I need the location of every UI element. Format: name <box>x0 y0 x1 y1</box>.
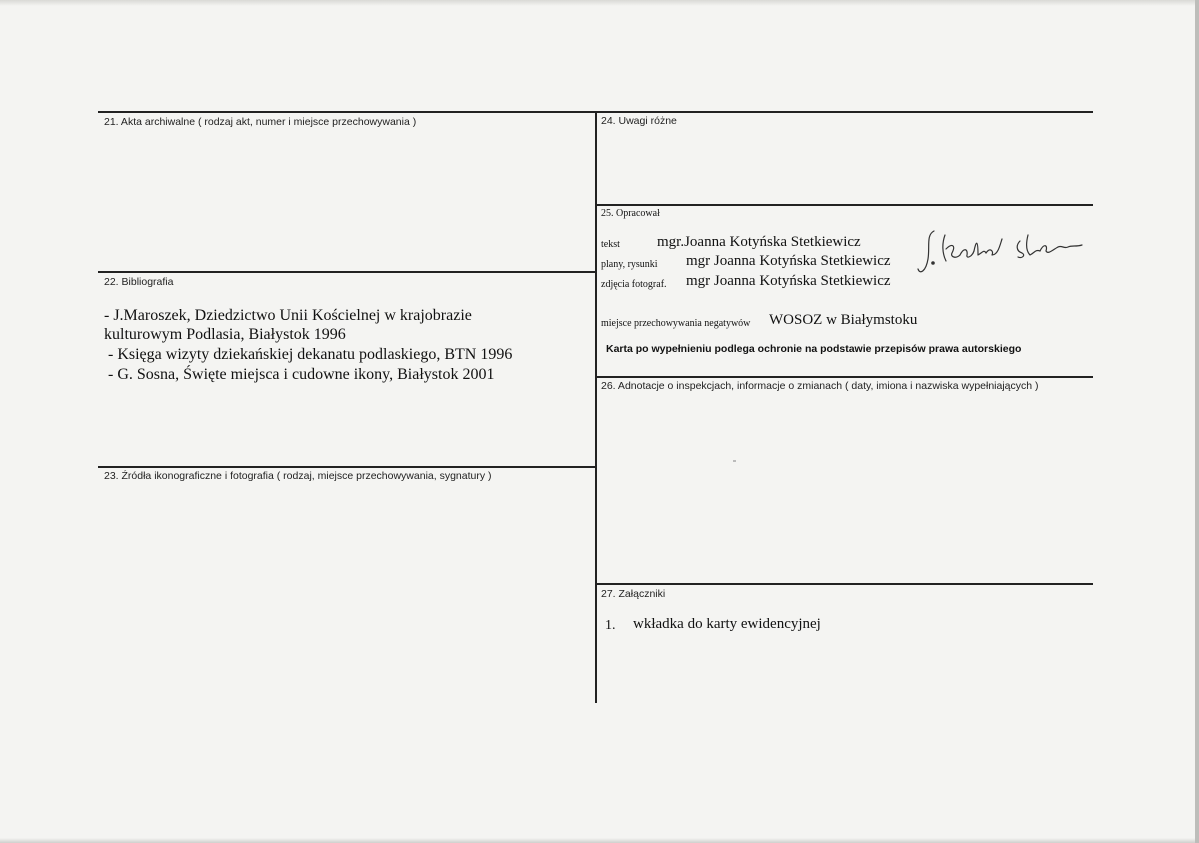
author-name-plans: mgr Joanna Kotyńska Stetkiewicz <box>686 253 891 269</box>
bibliography-line-3: - Księga wizyty dziekańskiej dekanatu podlaskiego, BTN 1996 <box>108 346 513 363</box>
rule-right-27 <box>596 583 1093 585</box>
section-23-label: 23. Źródła ikonograficzne i fotografia ( rodzaj, miejsce przechowywania, sygnatury ) <box>104 470 492 482</box>
section-21-label: 21. Akta archiwalne ( rodzaj akt, numer i miejsce przechowywania ) <box>104 116 417 128</box>
author-role-photos: zdjęcia fotograf. <box>601 279 667 290</box>
speck <box>733 460 736 462</box>
rule-right-26 <box>596 376 1093 378</box>
bibliography-line-2: kulturowym Podlasia, Białystok 1996 <box>104 326 346 343</box>
rule-left-22 <box>98 271 595 273</box>
attachment-text: wkładka do karty ewidencyjnej <box>633 616 821 632</box>
rule-right-25 <box>596 204 1093 206</box>
copyright-note: Karta po wypełnieniu podlega ochronie na podstawie przepisów prawa autorskiego <box>606 343 1022 355</box>
attachment-number: 1. <box>605 618 616 633</box>
section-22-label: 22. Bibliografia <box>104 276 174 288</box>
bibliography-line-1: - J.Maroszek, Dziedzictwo Unii Kościelnej w krajobrazie <box>104 307 472 324</box>
page-edge-bottom <box>0 838 1199 843</box>
section-25-label: 25. Opracował <box>601 208 660 219</box>
page-edge-right <box>1195 0 1199 843</box>
author-name-text: mgr.Joanna Kotyńska Stetkiewicz <box>657 234 861 250</box>
author-role-text: tekst <box>601 239 620 250</box>
negatives-label: miejsce przechowywania negatywów <box>601 318 751 329</box>
rule-left-23 <box>98 466 595 468</box>
section-26-label: 26. Adnotacje o inspekcjach, informacje o zmianach ( daty, imiona i nazwiska wypełniających ) <box>601 380 1039 392</box>
author-role-plans: plany, rysunki <box>601 259 658 270</box>
author-name-photos: mgr Joanna Kotyńska Stetkiewicz <box>686 273 891 289</box>
section-27-label: 27. Załączniki <box>601 588 666 600</box>
negatives-value: WOSOZ w Białymstoku <box>769 312 918 328</box>
bibliography-line-4: - G. Sosna, Święte miejsca i cudowne ikony, Białystok 2001 <box>108 366 495 383</box>
center-divider <box>595 111 597 703</box>
section-24-label: 24. Uwagi różne <box>601 115 677 127</box>
handwritten-signature <box>912 225 1087 285</box>
page-edge-top <box>0 0 1199 6</box>
